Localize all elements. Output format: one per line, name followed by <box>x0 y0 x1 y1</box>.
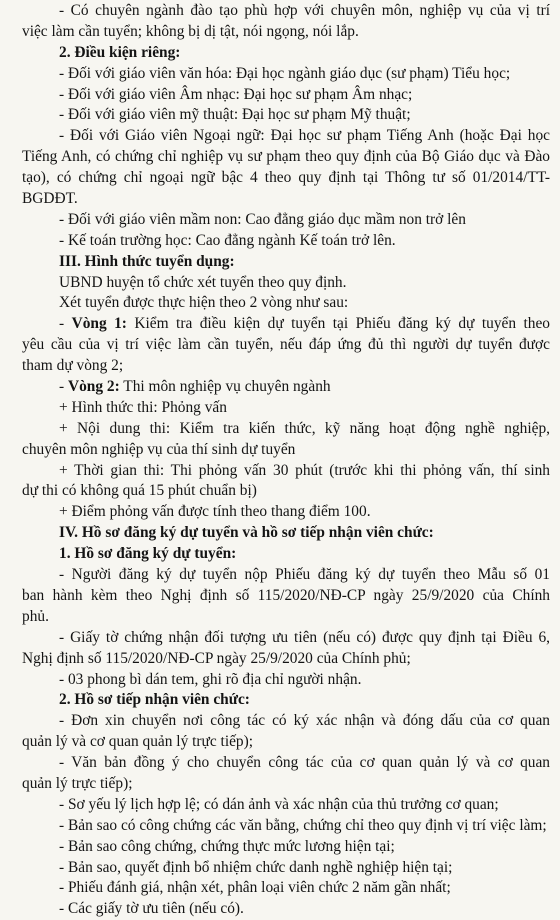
text-line <box>22 711 550 732</box>
bold-text: IV. Hồ sơ đăng ký dự tuyển và hồ sơ tiếp nhận viên chức: <box>59 524 434 542</box>
text-run: - Đối với giáo viên Âm nhạc: Đại học sư phạm Âm nhạc; <box>59 85 413 103</box>
text-line <box>22 816 550 837</box>
text-line <box>22 273 550 294</box>
bold-text: 1. Hồ sơ đăng ký dự tuyển: <box>59 545 237 563</box>
text-line <box>22 440 550 461</box>
text-run: - Phiếu đánh giá, nhận xét, phân loại viên chức 2 năm gần nhất; <box>59 879 451 897</box>
text-run: + Hình thức thi: Phỏng vấn <box>59 398 227 416</box>
text-line <box>22 189 550 210</box>
text-run: Tiếng Anh, có chứng chỉ nghiệp vụ sư phạm theo quy định của Bộ Giáo dục và Đào <box>22 148 550 166</box>
text-line <box>22 377 550 398</box>
text-run: Kiểm tra điều kiện dự tuyển tại Phiếu đăng ký dự tuyển theo <box>126 315 550 333</box>
text-run: - <box>59 378 68 396</box>
text-line <box>22 795 550 816</box>
text-run: quản lý và cơ quan quản lý trực tiếp); <box>22 733 254 751</box>
text-line <box>22 356 550 377</box>
text-line <box>22 22 550 43</box>
text-line <box>22 607 550 628</box>
text-line <box>22 523 550 544</box>
text-line <box>22 670 550 691</box>
text-run: tham dự vòng 2; <box>22 357 124 375</box>
text-line <box>22 1 550 22</box>
text-run: Nghị định số 115/2020/NĐ-CP ngày 25/9/2020 của Chính phủ; <box>22 649 411 667</box>
text-line <box>22 147 550 168</box>
text-run: - Bản sao có công chứng các văn bằng, chứng chỉ theo quy định vị trí việc làm; <box>59 816 547 834</box>
text-line <box>22 335 550 356</box>
text-run: ban hành kèm theo Nghị định số 115/2020/NĐ-CP ngày 25/9/2020 của Chính <box>22 586 550 604</box>
text-line <box>22 858 550 879</box>
text-line <box>22 64 550 85</box>
text-run: - 03 phong bì dán tem, ghi rõ địa chỉ người nhận. <box>59 670 362 688</box>
bold-text: 2. Hồ sơ tiếp nhận viên chức: <box>59 691 250 709</box>
text-run: - Đơn xin chuyển nơi công tác có ký xác nhận và đóng dấu của cơ quan <box>59 712 550 730</box>
text-run: chuyên môn nghiệp vụ của thí sinh dự tuyển <box>22 440 296 458</box>
bold-text: Vòng 2: <box>67 378 120 396</box>
text-line <box>22 126 550 147</box>
text-line <box>22 690 550 711</box>
text-run: UBND huyện tổ chức xét tuyển theo quy định. <box>59 273 347 291</box>
text-line <box>22 586 550 607</box>
text-run: - <box>59 315 72 333</box>
text-run: Xét tuyển được thực hiện theo 2 vòng như sau: <box>59 294 349 312</box>
text-run: + Điểm phỏng vấn được tính theo thang điểm 100. <box>59 503 371 521</box>
text-run: - Kế toán trường học: Cao đẳng ngành Kế toán trở lên. <box>59 231 396 249</box>
text-run: Thi môn nghiệp vụ chuyên ngành <box>119 378 331 396</box>
text-run: dự thi có không quá 15 phút chuẩn bị) <box>22 482 257 500</box>
text-line <box>22 649 550 670</box>
text-line <box>22 231 550 252</box>
text-run: - Văn bản đồng ý cho chuyển công tác của cơ quan quản lý và cơ quan <box>59 754 550 772</box>
text-line <box>22 85 550 106</box>
text-line <box>22 544 550 565</box>
text-line <box>22 878 550 899</box>
text-line <box>22 837 550 858</box>
text-line <box>22 314 550 335</box>
bold-text: III. Hình thức tuyển dụng: <box>59 252 235 270</box>
text-run: + Thời gian thi: Thi phỏng vấn 30 phút (trước khi thi phỏng vấn, thí sinh <box>59 461 550 479</box>
text-run: phủ. <box>22 607 49 625</box>
bold-text: 2. Điều kiện riêng: <box>59 43 181 61</box>
text-run: - Sơ yếu lý lịch hợp lệ; có dán ảnh và xác nhận của thủ trưởng cơ quan; <box>59 795 499 813</box>
text-line <box>22 774 550 795</box>
text-run: - Bản sao công chứng, chứng thực mức lương hiện tại; <box>59 837 395 855</box>
text-run: tạo), có chứng chỉ ngoại ngữ bậc 4 theo quy định tại Thông tư số 01/2014/TT- <box>22 169 550 187</box>
text-line <box>22 168 550 189</box>
text-run: - Người đăng ký dự tuyển nộp Phiếu đăng ký dự tuyển theo Mẫu số 01 <box>59 566 550 584</box>
text-line <box>22 502 550 523</box>
text-line <box>22 899 550 920</box>
text-line <box>22 398 550 419</box>
text-line <box>22 293 550 314</box>
text-run: việc làm cần tuyển; không bị dị tật, nói ngọng, nói lắp. <box>22 22 359 40</box>
text-run: - Đối với Giáo viên Ngoại ngữ: Đại học sư phạm Tiếng Anh (hoặc Đại học <box>59 127 550 145</box>
text-run: - Đối với giáo viên văn hóa: Đại học ngành giáo dục (sư phạm) Tiểu học; <box>59 64 511 82</box>
text-line <box>22 43 550 64</box>
text-run: - Giấy tờ chứng nhận đối tượng ưu tiên (nếu có) được quy định tại Điều 6, <box>59 628 550 646</box>
text-run: quản lý trực tiếp); <box>22 774 133 792</box>
text-line <box>22 753 550 774</box>
text-line <box>22 481 550 502</box>
text-line <box>22 105 550 126</box>
text-line <box>22 252 550 273</box>
bold-text: Vòng 1: <box>71 315 127 333</box>
text-run: - Đối với giáo viên mầm non: Cao đẳng giáo dục mầm non trở lên <box>59 210 466 228</box>
text-run: BGDĐT. <box>22 190 78 208</box>
text-run: yêu cầu của vị trí việc làm cần tuyển, nếu đáp ứng đủ thì người dự tuyển được <box>22 336 550 354</box>
text-line <box>22 628 550 649</box>
text-run: - Bản sao, quyết định bổ nhiệm chức danh nghề nghiệp hiện tại; <box>59 858 453 876</box>
text-run: + Nội dung thi: Kiểm tra kiến thức, kỹ năng hoạt động nghề nghiệp, <box>59 419 550 437</box>
text-line <box>22 732 550 753</box>
text-line <box>22 419 550 440</box>
text-line <box>22 565 550 586</box>
text-run: - Các giấy tờ ưu tiên (nếu có). <box>59 900 244 918</box>
text-line <box>22 210 550 231</box>
text-run: - Có chuyên ngành đào tạo phù hợp với chuyên môn, nghiệp vụ của vị trí <box>59 2 550 19</box>
text-line <box>22 461 550 482</box>
text-run: - Đối với giáo viên mỹ thuật: Đại học sư phạm Mỹ thuật; <box>59 106 411 124</box>
